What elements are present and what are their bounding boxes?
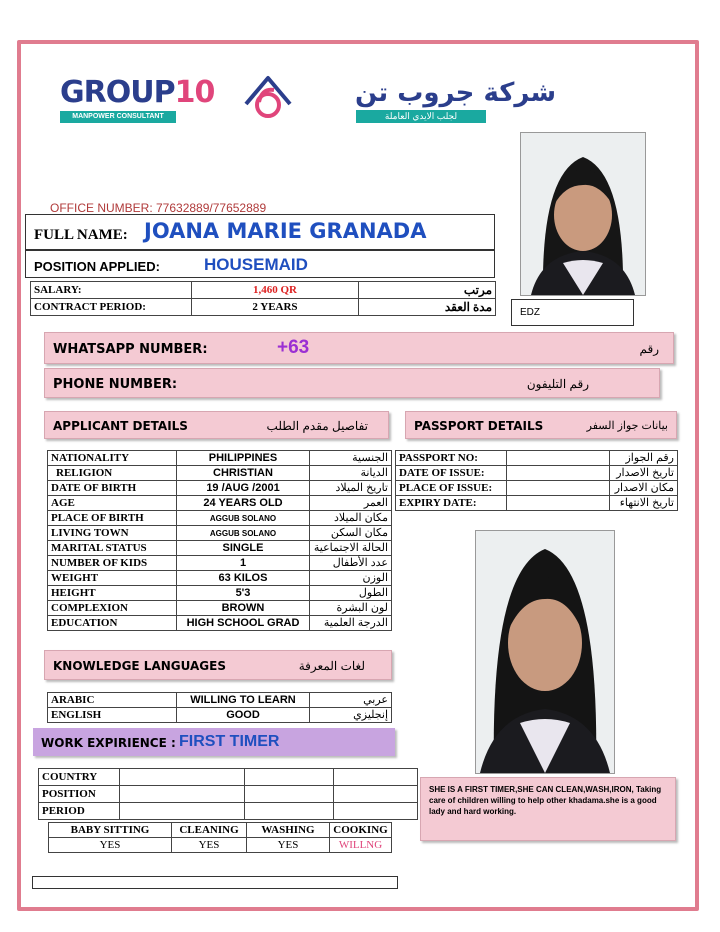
details-value: BROWN xyxy=(177,601,310,616)
passport-arabic: رقم الجواز xyxy=(610,451,678,466)
details-arabic: مكان السكن xyxy=(310,526,392,541)
details-label: COMPLEXION xyxy=(48,601,177,616)
details-value: 1 xyxy=(177,556,310,571)
remarks-box: SHE IS A FIRST TIMER,SHE CAN CLEAN,WASH,IRON, Taking care of children willing to help other khadama.she is a good lady and hard working. xyxy=(420,777,676,841)
details-row xyxy=(48,496,392,511)
contract-label: CONTRACT PERIOD: xyxy=(31,299,192,316)
details-label: DATE OF BIRTH xyxy=(48,481,177,496)
language-value: GOOD xyxy=(177,708,310,723)
applicant-photo-small xyxy=(520,132,646,296)
languages-arabic: لغات المعرفة xyxy=(298,659,365,673)
experience-row xyxy=(39,803,418,820)
languages-table xyxy=(47,692,392,723)
experience-label: COUNTRY xyxy=(39,769,120,786)
details-label: NATIONALITY xyxy=(48,451,177,466)
details-value: HIGH SCHOOL GRAD xyxy=(177,616,310,631)
details-label: EDUCATION xyxy=(48,616,177,631)
experience-label: POSITION xyxy=(39,786,120,803)
work-experience-label: WORK EXPIRIENCE : xyxy=(41,736,176,750)
details-row xyxy=(48,511,392,526)
details-arabic: الجنسية xyxy=(310,451,392,466)
details-label: PLACE OF BIRTH xyxy=(48,511,177,526)
details-row xyxy=(48,556,392,571)
passport-value xyxy=(507,466,610,481)
phone-bar xyxy=(44,368,660,398)
passport-details-table xyxy=(395,450,678,511)
whatsapp-bar xyxy=(44,332,674,364)
salary-row xyxy=(31,282,496,299)
work-experience-bar xyxy=(33,728,395,756)
group10-logo-text: GROUP xyxy=(60,75,175,110)
details-arabic: تاريخ الميلاد xyxy=(310,481,392,496)
skill-value: YES xyxy=(172,838,247,853)
details-arabic: الديانة xyxy=(310,466,392,481)
passport-value xyxy=(507,451,610,466)
details-row xyxy=(48,481,392,496)
skill-value: YES xyxy=(247,838,330,853)
candidate-code: EDZ xyxy=(511,299,634,326)
details-row xyxy=(48,466,392,481)
details-arabic: الدرجة العلمية xyxy=(310,616,392,631)
details-label: HEIGHT xyxy=(48,586,177,601)
phone-arabic: رقم التليفون xyxy=(526,377,589,391)
passport-label: EXPIRY DATE: xyxy=(396,496,507,511)
applicant-photo-large xyxy=(475,530,615,774)
skill-header: COOKING xyxy=(330,823,392,838)
details-value: 24 YEARS OLD xyxy=(177,496,310,511)
contract-arabic: مدة العقد xyxy=(359,299,496,316)
position-box xyxy=(25,250,495,278)
details-value: 63 KILOS xyxy=(177,571,310,586)
language-arabic: إنجليزي xyxy=(310,708,392,723)
details-arabic: الحالة الاجتماعية xyxy=(310,541,392,556)
details-value: PHILIPPINES xyxy=(177,451,310,466)
salary-label: SALARY: xyxy=(31,282,192,299)
details-arabic: الوزن xyxy=(310,571,392,586)
arabic-company-logo: شركة جروب تن xyxy=(355,78,557,108)
skill-header: WASHING xyxy=(247,823,330,838)
skill-value: YES xyxy=(49,838,172,853)
applicant-details-table xyxy=(47,450,392,631)
details-value: 19 /AUG /2001 xyxy=(177,481,310,496)
passport-row xyxy=(396,496,678,511)
skill-value: WILLNG xyxy=(330,838,392,853)
passport-value xyxy=(507,496,610,511)
passport-arabic: مكان الاصدار xyxy=(610,481,678,496)
passport-details-arabic: بيانات جواز السفر xyxy=(586,420,668,432)
whatsapp-value: +63 xyxy=(277,337,310,358)
details-arabic: مكان الميلاد xyxy=(310,511,392,526)
details-value: AGGUB SOLANO xyxy=(177,511,310,526)
passport-arabic: تاريخ الاصدار xyxy=(610,466,678,481)
details-value: CHRISTIAN xyxy=(177,466,310,481)
language-value: WILLING TO LEARN xyxy=(177,693,310,708)
passport-row xyxy=(396,466,678,481)
details-row xyxy=(48,571,392,586)
passport-label: PLACE OF ISSUE: xyxy=(396,481,507,496)
experience-row xyxy=(39,786,418,803)
passport-details-header xyxy=(405,411,677,439)
language-row xyxy=(48,708,392,723)
details-value: AGGUB SOLANO xyxy=(177,526,310,541)
skills-header-row xyxy=(49,823,392,838)
passport-value xyxy=(507,481,610,496)
full-name-label: FULL NAME: xyxy=(34,227,128,243)
salary-value: 1,460 QR xyxy=(192,282,359,299)
salary-table xyxy=(30,281,496,316)
phone-label: PHONE NUMBER: xyxy=(53,377,178,392)
details-arabic: الطول xyxy=(310,586,392,601)
details-value: 5'3 xyxy=(177,586,310,601)
details-arabic: العمر xyxy=(310,496,392,511)
passport-details-label: PASSPORT DETAILS xyxy=(414,419,544,433)
details-arabic: لون البشرة xyxy=(310,601,392,616)
contract-value: 2 YEARS xyxy=(192,299,359,316)
languages-label: KNOWLEDGE LANGUAGES xyxy=(53,659,226,673)
house-logo-icon xyxy=(240,72,296,124)
passport-arabic: تاريخ الانتهاء xyxy=(610,496,678,511)
details-label: WEIGHT xyxy=(48,571,177,586)
experience-table xyxy=(38,768,418,820)
languages-header xyxy=(44,650,392,680)
details-row xyxy=(48,601,392,616)
skills-table xyxy=(48,822,392,853)
passport-label: DATE OF ISSUE: xyxy=(396,466,507,481)
passport-label: PASSPORT NO: xyxy=(396,451,507,466)
full-name-value: JOANA MARIE GRANADA xyxy=(144,219,427,243)
applicant-details-arabic: تفاصيل مقدم الطلب xyxy=(266,419,368,433)
details-row xyxy=(48,526,392,541)
contract-row xyxy=(31,299,496,316)
position-label: POSITION APPLIED: xyxy=(34,259,160,274)
details-label: AGE xyxy=(48,496,177,511)
work-experience-value: FIRST TIMER xyxy=(179,733,280,750)
details-arabic: عدد الأطفال xyxy=(310,556,392,571)
details-value: SINGLE xyxy=(177,541,310,556)
details-label: LIVING TOWN xyxy=(48,526,177,541)
group10-logo-subtitle: MANPOWER CONSULTANT xyxy=(60,111,176,123)
experience-row xyxy=(39,769,418,786)
details-row xyxy=(48,616,392,631)
language-label: ENGLISH xyxy=(48,708,177,723)
position-value: HOUSEMAID xyxy=(204,255,308,274)
whatsapp-arabic: رقم xyxy=(639,342,659,356)
language-label: ARABIC xyxy=(48,693,177,708)
salary-arabic: مرتب xyxy=(359,282,496,299)
group10-logo xyxy=(60,75,215,110)
arabic-company-subtitle: لجلب الايدي العاملة xyxy=(356,110,486,123)
signature-box xyxy=(32,876,398,889)
applicant-details-header xyxy=(44,411,389,439)
skill-header: CLEANING xyxy=(172,823,247,838)
full-name-box xyxy=(25,214,495,250)
office-number: OFFICE NUMBER: 77632889/77652889 xyxy=(50,201,267,215)
language-row xyxy=(48,693,392,708)
details-label: MARITAL STATUS xyxy=(48,541,177,556)
language-arabic: عربي xyxy=(310,693,392,708)
details-row xyxy=(48,586,392,601)
whatsapp-label: WHATSAPP NUMBER: xyxy=(53,342,208,357)
skills-value-row xyxy=(49,838,392,853)
details-label: RELIGION xyxy=(48,466,177,481)
details-label: NUMBER OF KIDS xyxy=(48,556,177,571)
passport-row xyxy=(396,481,678,496)
applicant-details-label: APPLICANT DETAILS xyxy=(53,419,188,433)
details-row xyxy=(48,451,392,466)
skill-header: BABY SITTING xyxy=(49,823,172,838)
group10-logo-number: 10 xyxy=(174,75,215,110)
passport-row xyxy=(396,451,678,466)
details-row xyxy=(48,541,392,556)
experience-label: PERIOD xyxy=(39,803,120,820)
